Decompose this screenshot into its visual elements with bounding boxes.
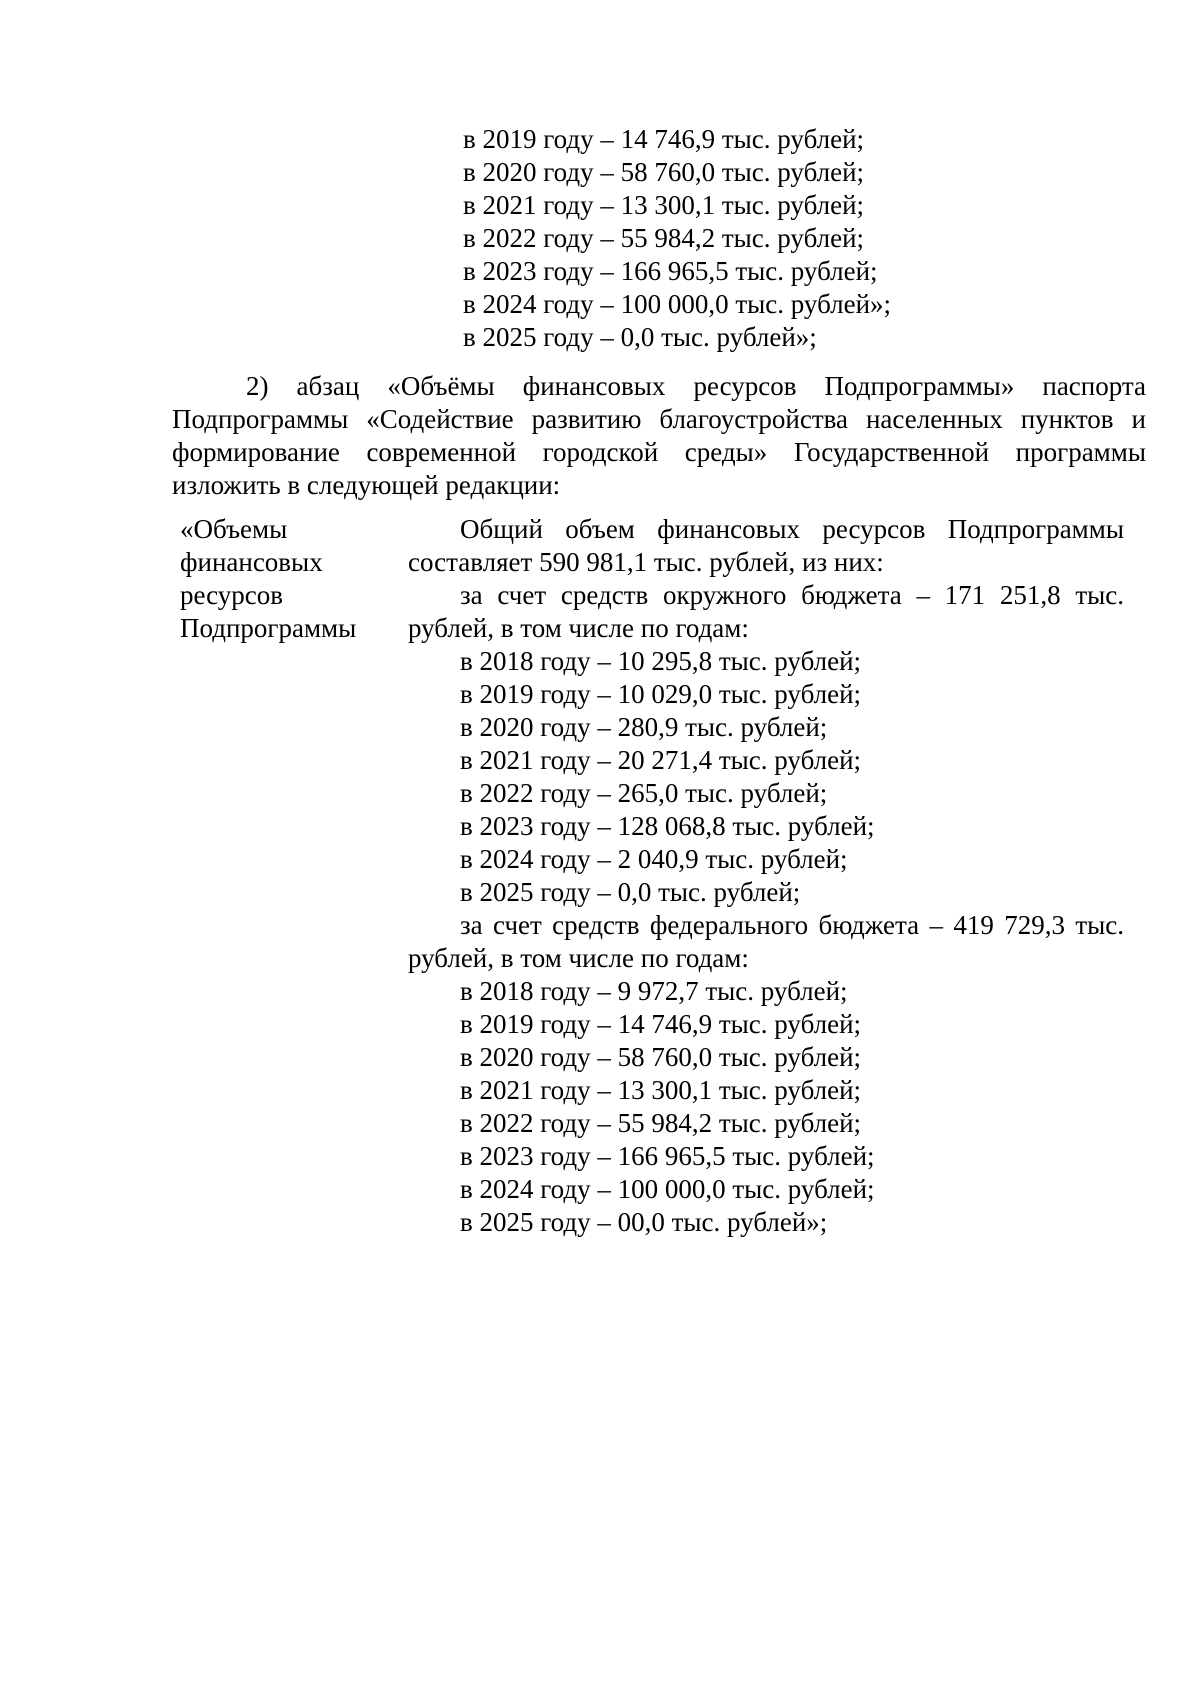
district-year-line: в 2023 году – 128 068,8 тыс. рублей;	[460, 811, 875, 841]
amendment-paragraph: 2) абзац «Объёмы финансовых ресурсов Подпрограммы» паспорта Подпрограммы «Содействие развитию благоустройства населенных пунктов и формирование современной городской среды» Государственной программы изложить в следующей редакции:	[172, 371, 1146, 500]
year-line: в 2019 году – 14 746,9 тыс. рублей;	[463, 124, 865, 154]
year-line: в 2021 году – 13 300,1 тыс. рублей;	[463, 190, 865, 220]
district-year-line: в 2020 году – 280,9 тыс. рублей;	[460, 712, 828, 742]
federal-year-line: в 2022 году – 55 984,2 тыс. рублей;	[460, 1108, 862, 1138]
federal-year-line: в 2021 году – 13 300,1 тыс. рублей;	[460, 1075, 862, 1105]
year-line: в 2025 году – 0,0 тыс. рублей»;	[463, 322, 817, 352]
federal-year-line: в 2020 году – 58 760,0 тыс. рублей;	[460, 1042, 862, 1072]
table-label-cell	[180, 513, 385, 645]
district-year-line: в 2025 году – 0,0 тыс. рублей;	[460, 877, 801, 907]
federal-year-line: в 2019 году – 14 746,9 тыс. рублей;	[460, 1009, 862, 1039]
district-year-line: в 2018 году – 10 295,8 тыс. рублей;	[460, 646, 862, 676]
label-line: Подпрограммы	[180, 613, 357, 643]
year-line: в 2024 году – 100 000,0 тыс. рублей»;	[463, 289, 892, 319]
year-line: в 2020 году – 58 760,0 тыс. рублей;	[463, 157, 865, 187]
federal-year-line: в 2018 году – 9 972,7 тыс. рублей;	[460, 976, 848, 1006]
label-line: «Объемы	[180, 514, 288, 544]
district-year-line: в 2024 году – 2 040,9 тыс. рублей;	[460, 844, 848, 874]
year-line: в 2023 году – 166 965,5 тыс. рублей;	[463, 256, 878, 286]
district-year-line: в 2021 году – 20 271,4 тыс. рублей;	[460, 745, 862, 775]
label-line: финансовых	[180, 547, 323, 577]
district-budget-text: за счет средств окружного бюджета – 171 251,8 тыс. рублей, в том числе по годам:	[408, 580, 1124, 643]
district-year-line: в 2019 году – 10 029,0 тыс. рублей;	[460, 679, 862, 709]
federal-budget-text: за счет средств федерального бюджета – 419 729,3 тыс. рублей, в том числе по годам:	[408, 910, 1124, 973]
district-year-line: в 2022 году – 265,0 тыс. рублей;	[460, 778, 828, 808]
federal-year-line: в 2024 году – 100 000,0 тыс. рублей;	[460, 1174, 875, 1204]
table-content-cell	[408, 513, 1124, 1239]
label-line: ресурсов	[180, 580, 284, 610]
total-amount-text: Общий объем финансовых ресурсов Подпрограммы составляет 590 981,1 тыс. рублей, из них:	[408, 514, 1124, 577]
federal-year-line: в 2023 году – 166 965,5 тыс. рублей;	[460, 1141, 875, 1171]
federal-year-line: в 2025 году – 00,0 тыс. рублей»;	[460, 1207, 828, 1237]
year-line: в 2022 году – 55 984,2 тыс. рублей;	[463, 223, 865, 253]
